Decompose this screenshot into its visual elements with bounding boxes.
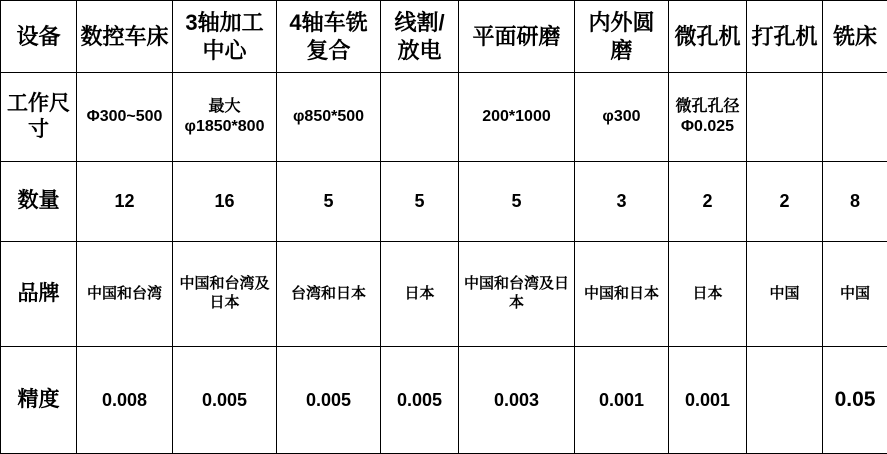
cell-work-size-4axis-turn-mill: φ850*500 xyxy=(277,73,381,162)
row-label-brand: 品牌 xyxy=(1,242,77,347)
cell-precision-surface-grinding: 0.003 xyxy=(459,347,575,454)
column-header-equipment: 设备 xyxy=(1,1,77,73)
cell-brand-surface-grinding: 中国和台湾及日本 xyxy=(459,242,575,347)
table-row-brand xyxy=(1,242,887,347)
cell-precision-milling-machine: 0.05 xyxy=(823,347,887,454)
cell-work-size-wire-edm xyxy=(381,73,459,162)
cell-quantity-micro-hole-machine: 2 xyxy=(669,161,747,241)
column-header-4axis-turn-mill: 4轴车铣复合 xyxy=(277,1,381,73)
cell-brand-4axis-turn-mill: 台湾和日本 xyxy=(277,242,381,347)
cell-quantity-internal-external-grinding: 3 xyxy=(575,161,669,241)
cell-quantity-surface-grinding: 5 xyxy=(459,161,575,241)
cell-brand-wire-edm: 日本 xyxy=(381,242,459,347)
cell-quantity-3axis-machining-center: 16 xyxy=(173,161,277,241)
column-header-wire-edm: 线割/放电 xyxy=(381,1,459,73)
cell-work-size-drilling-machine xyxy=(747,73,823,162)
cell-precision-wire-edm: 0.005 xyxy=(381,347,459,454)
table-row-precision xyxy=(1,347,887,454)
cell-brand-milling-machine: 中国 xyxy=(823,242,887,347)
cell-work-size-3axis-machining-center: 最大φ1850*800 xyxy=(173,73,277,162)
cell-brand-micro-hole-machine: 日本 xyxy=(669,242,747,347)
cell-quantity-wire-edm: 5 xyxy=(381,161,459,241)
row-label-work-size: 工作尺寸 xyxy=(1,73,77,162)
cell-precision-drilling-machine xyxy=(747,347,823,454)
column-header-surface-grinding: 平面研磨 xyxy=(459,1,575,73)
cell-quantity-cnc-lathe: 12 xyxy=(77,161,173,241)
cell-work-size-micro-hole-machine: 微孔孔径Φ0.025 xyxy=(669,73,747,162)
cell-quantity-milling-machine: 8 xyxy=(823,161,887,241)
column-header-drilling-machine: 打孔机 xyxy=(747,1,823,73)
row-label-quantity: 数量 xyxy=(1,161,77,241)
cell-work-size-internal-external-grinding: φ300 xyxy=(575,73,669,162)
cell-quantity-4axis-turn-mill: 5 xyxy=(277,161,381,241)
cell-precision-micro-hole-machine: 0.001 xyxy=(669,347,747,454)
row-label-precision: 精度 xyxy=(1,347,77,454)
cell-brand-internal-external-grinding: 中国和日本 xyxy=(575,242,669,347)
cell-precision-3axis-machining-center: 0.005 xyxy=(173,347,277,454)
column-header-cnc-lathe: 数控车床 xyxy=(77,1,173,73)
table-header-row xyxy=(1,1,887,73)
cell-work-size-milling-machine xyxy=(823,73,887,162)
column-header-3axis-machining-center: 3轴加工中心 xyxy=(173,1,277,73)
cell-brand-3axis-machining-center: 中国和台湾及日本 xyxy=(173,242,277,347)
cell-work-size-surface-grinding: 200*1000 xyxy=(459,73,575,162)
cell-work-size-cnc-lathe: Φ300~500 xyxy=(77,73,173,162)
cell-brand-drilling-machine: 中国 xyxy=(747,242,823,347)
cell-precision-4axis-turn-mill: 0.005 xyxy=(277,347,381,454)
column-header-milling-machine: 铣床 xyxy=(823,1,887,73)
column-header-micro-hole-machine: 微孔机 xyxy=(669,1,747,73)
table-row-work-size xyxy=(1,73,887,162)
table-row-quantity xyxy=(1,161,887,241)
column-header-internal-external-grinding: 内外圆磨 xyxy=(575,1,669,73)
cell-precision-internal-external-grinding: 0.001 xyxy=(575,347,669,454)
cell-brand-cnc-lathe: 中国和台湾 xyxy=(77,242,173,347)
cell-quantity-drilling-machine: 2 xyxy=(747,161,823,241)
cell-precision-cnc-lathe: 0.008 xyxy=(77,347,173,454)
